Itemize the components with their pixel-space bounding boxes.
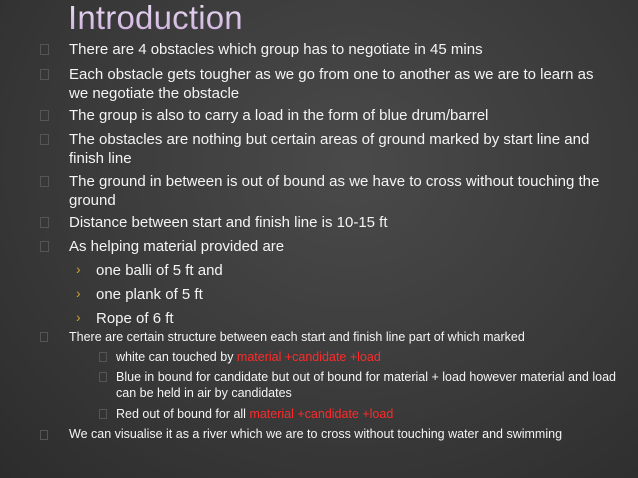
- bullet-marker: [40, 332, 48, 342]
- material-item: one balli of 5 ft and: [96, 262, 223, 279]
- bullet-marker: [40, 430, 48, 440]
- chevron-right-icon: ›: [76, 261, 81, 277]
- bullet-text: The obstacles are nothing but certain areas of ground marked by start line and finish line: [69, 131, 590, 167]
- material-item: Rope of 6 ft: [96, 310, 174, 327]
- bullet-marker: [99, 352, 107, 362]
- bullet-marker: [99, 372, 107, 382]
- material-item: one plank of 5 ft: [96, 286, 203, 303]
- bullet-text: There are 4 obstacles which group has to negotiate in 45 mins: [69, 41, 483, 58]
- slide-title: Introduction: [68, 0, 243, 36]
- bullet-text: As helping material provided are: [69, 238, 285, 255]
- marking-item-red: [116, 406, 616, 422]
- bullet-text: The group is also to carry a load in the form of blue drum/barrel: [69, 107, 489, 124]
- bullet-marker: [40, 134, 49, 145]
- chevron-right-icon: ›: [76, 285, 81, 301]
- bullet-marker: [40, 217, 49, 228]
- marking-text: Red out of bound for all: [116, 407, 250, 421]
- marking-highlight: material +candidate +load: [249, 407, 394, 421]
- bullet-text: Each obstacle gets tougher as we go from one to another as we are to learn as we negotiate the obstacle: [69, 66, 594, 102]
- marking-text: Blue in bound for candidate but out of bound for material + load however material and load can be held in air by candidates: [116, 370, 616, 400]
- structure-intro-text: There are certain structure between each start and finish line part of which marked: [69, 330, 525, 344]
- closing-text: We can visualise it as a river which we are to cross without touching water and swimming: [69, 427, 563, 441]
- bullet-text: Distance between start and finish line is 10-15 ft: [69, 214, 388, 231]
- marking-text: white can touched by: [116, 350, 237, 364]
- marking-item-blue: [116, 369, 616, 401]
- bullet-marker: [40, 69, 49, 80]
- bullet-marker: [40, 241, 49, 252]
- marking-highlight: material +candidate +load: [236, 350, 381, 364]
- marking-item-white: [116, 349, 616, 365]
- bullet-text: The ground in between is out of bound as we have to cross without touching the ground: [69, 173, 600, 209]
- bullet-marker: [40, 44, 49, 55]
- bullet-marker: [40, 110, 49, 121]
- bullet-marker: [99, 409, 107, 419]
- bullet-marker: [40, 176, 49, 187]
- chevron-right-icon: ›: [76, 309, 81, 325]
